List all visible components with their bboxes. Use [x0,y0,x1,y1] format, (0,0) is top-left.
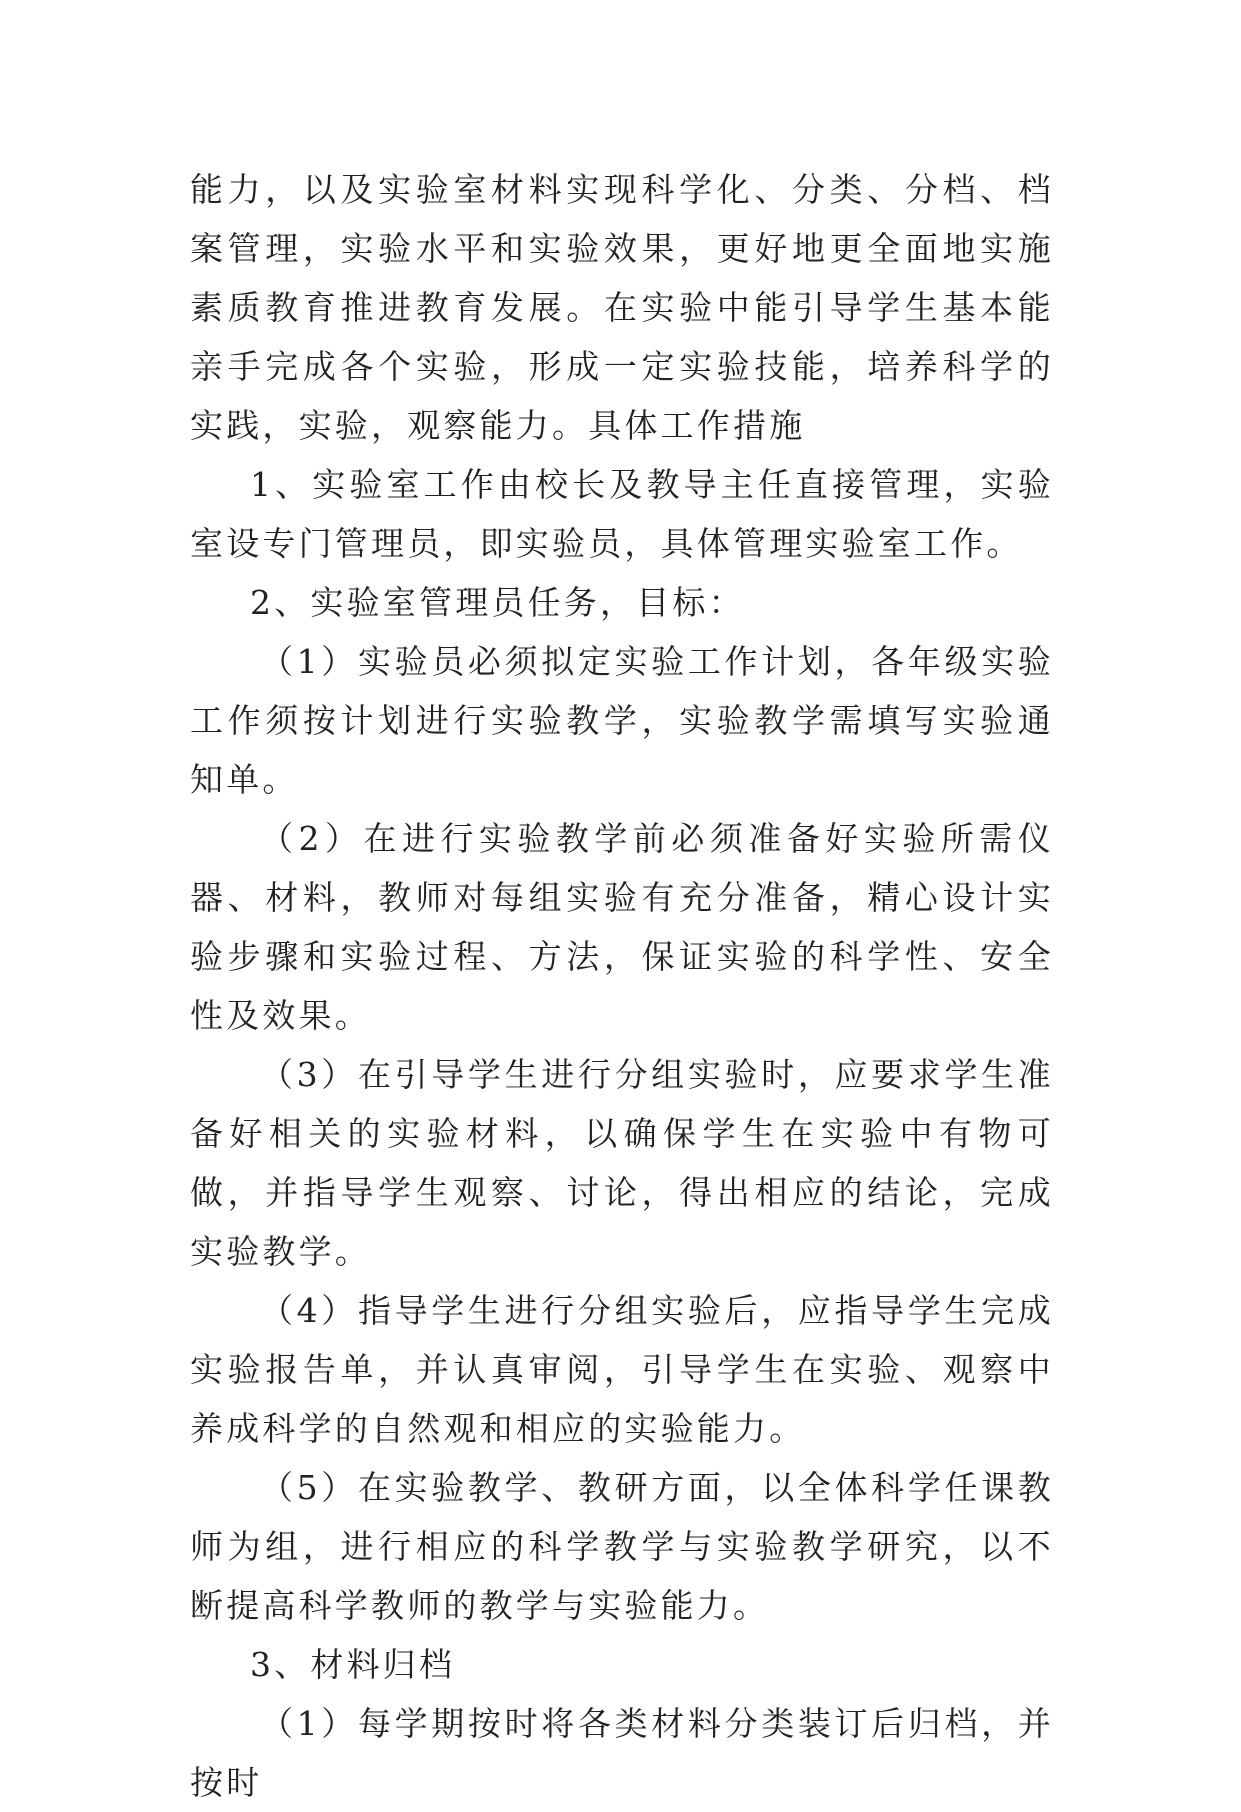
paragraph-subitem-6: （1）每学期按时将各类材料分类装订后归档，并按时 [190,1704,1054,1802]
paragraph-subitem-1: （1）实验员必须拟定实验工作计划，各年级实验工作须按计划进行实验教学，实验教学需填写实验通知单。 [190,642,1054,799]
document-page [190,160,1054,1812]
paragraph-subitem-2: （2）在进行实验教学前必须准备好实验所需仪器、材料，教师对每组实验有充分准备，精心设计实验步骤和实验过程、方法，保证实验的科学性、安全性及效果。 [190,819,1054,1035]
paragraph-item-1: 1、实验室工作由校长及教导主任直接管理，实验室设专门管理员，即实验员，具体管理实验室工作。 [190,465,1054,563]
paragraph-subitem-5: （5）在实验教学、教研方面，以全体科学任课教师为组，进行相应的科学教学与实验教学研究，以不断提高科学教师的教学与实验能力。 [190,1468,1054,1625]
paragraph-subitem-4: （4）指导学生进行分组实验后，应指导学生完成实验报告单，并认真审阅，引导学生在实验、观察中养成科学的自然观和相应的实验能力。 [190,1291,1054,1448]
paragraph-item-3: 3、材料归档 [250,1645,456,1684]
paragraph-item-2: 2、实验室管理员任务，目标： [250,583,745,622]
paragraph-subitem-3: （3）在引导学生进行分组实验时，应要求学生准备好相关的实验材料，以确保学生在实验中有物可做，并指导学生观察、讨论，得出相应的结论，完成实验教学。 [190,1055,1054,1271]
paragraph-intro: 能力，以及实验室材料实现科学化、分类、分档、档案管理，实验水平和实验效果，更好地更全面地实施素质教育推进教育发展。在实验中能引导学生基本能亲手完成各个实验，形成一定实验技能，培养科学的实践，实验，观察能力。具体工作措施 [190,170,1054,445]
